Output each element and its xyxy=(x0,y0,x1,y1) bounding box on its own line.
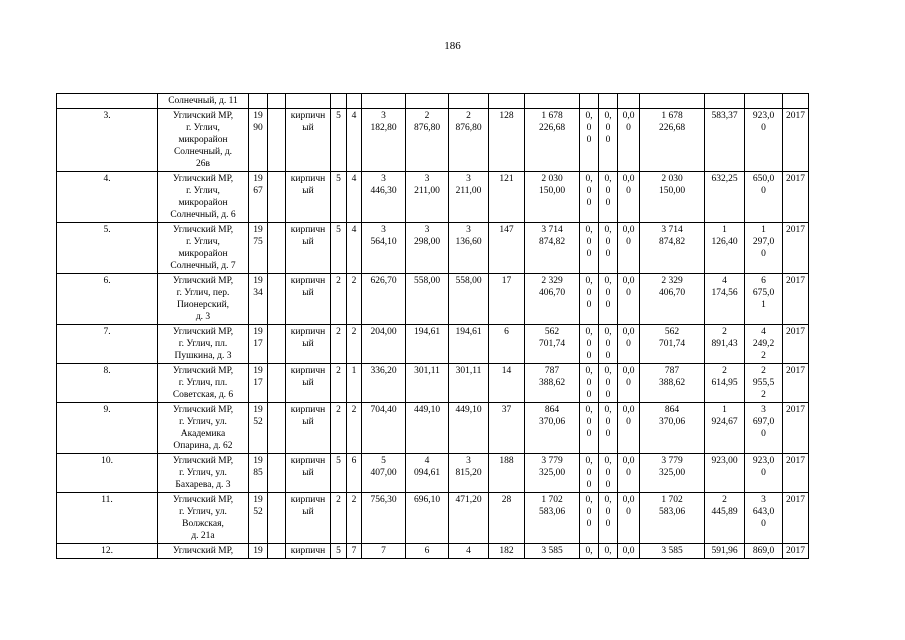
cell-year: 19 52 xyxy=(249,403,268,454)
cell-area-premises: 2 876,80 xyxy=(406,109,449,172)
cell-fund-local: 0,0 0 xyxy=(618,493,640,544)
cell-area-total: 756,30 xyxy=(362,493,406,544)
cell-year: 19 52 xyxy=(249,493,268,544)
cell-year: 19 90 xyxy=(249,109,268,172)
cell-empty xyxy=(745,94,783,109)
cell-area-residential: 471,20 xyxy=(449,493,489,544)
cell-num: 6. xyxy=(57,274,158,325)
cell-plan-year: 2017 xyxy=(783,109,809,172)
cell-max-cost: 1 297,0 0 xyxy=(745,223,783,274)
cell-fund-owners: 3 714 874,82 xyxy=(640,223,705,274)
cell-entrances: 4 xyxy=(347,172,362,223)
cell-specific-cost: 591,96 xyxy=(705,544,745,559)
cell-address: Угличский МР, xyxy=(158,544,249,559)
cell-empty xyxy=(268,172,286,223)
cell-empty xyxy=(362,94,406,109)
cell-area-premises: 6 xyxy=(406,544,449,559)
cell-fund-regional: 0, 0 0 xyxy=(599,454,618,493)
cell-floors: 2 xyxy=(331,493,347,544)
cell-max-cost: 923,0 0 xyxy=(745,109,783,172)
cell-material: кирпичн ый xyxy=(286,493,331,544)
cell-num: 11. xyxy=(57,493,158,544)
cell-fund-owners: 2 030 150,00 xyxy=(640,172,705,223)
cell-fund-regional: 0, 0 0 xyxy=(599,403,618,454)
cell-fund-regional: 0, 0 0 xyxy=(599,325,618,364)
cell-fund-federal: 0, 0 0 xyxy=(580,403,599,454)
cell-fund-owners: 562 701,74 xyxy=(640,325,705,364)
cell-num: 7. xyxy=(57,325,158,364)
cell-year: 19 17 xyxy=(249,364,268,403)
table-row xyxy=(57,454,809,493)
cell-fund-owners: 3 585 xyxy=(640,544,705,559)
table-row xyxy=(57,364,809,403)
cell-year: 19 xyxy=(249,544,268,559)
cell-fund-owners: 1 678 226,68 xyxy=(640,109,705,172)
cell-cost-total: 1 702 583,06 xyxy=(525,493,580,544)
cell-residents: 128 xyxy=(489,109,525,172)
cell-year: 19 34 xyxy=(249,274,268,325)
cell-material: кирпичн ый xyxy=(286,454,331,493)
page-number: 186 xyxy=(444,40,461,52)
cell-plan-year: 2017 xyxy=(783,454,809,493)
cell-fund-federal: 0, 0 0 xyxy=(580,274,599,325)
cell-material: кирпичн ый xyxy=(286,172,331,223)
cell-area-premises: 3 211,00 xyxy=(406,172,449,223)
cell-empty xyxy=(640,94,705,109)
cell-specific-cost: 632,25 xyxy=(705,172,745,223)
cell-empty xyxy=(331,94,347,109)
cell-material: кирпичн ый xyxy=(286,109,331,172)
cell-fund-regional: 0, 0 0 xyxy=(599,172,618,223)
cell-plan-year: 2017 xyxy=(783,172,809,223)
cell-entrances: 2 xyxy=(347,493,362,544)
cell-residents: 17 xyxy=(489,274,525,325)
cell-area-residential: 2 876,80 xyxy=(449,109,489,172)
cell-entrances: 2 xyxy=(347,403,362,454)
cell-entrances: 7 xyxy=(347,544,362,559)
cell-empty xyxy=(580,94,599,109)
cell-fund-owners: 787 388,62 xyxy=(640,364,705,403)
cell-cost-total: 1 678 226,68 xyxy=(525,109,580,172)
cell-num: 8. xyxy=(57,364,158,403)
cell-fund-regional: 0, 0 0 xyxy=(599,274,618,325)
cell-fund-local: 0,0 0 xyxy=(618,454,640,493)
cell-area-total: 3 182,80 xyxy=(362,109,406,172)
cell-empty xyxy=(268,493,286,544)
cell-empty xyxy=(286,94,331,109)
cell-material: кирпичн ый xyxy=(286,403,331,454)
cell-empty xyxy=(268,325,286,364)
cell-num: 3. xyxy=(57,109,158,172)
cell-plan-year: 2017 xyxy=(783,274,809,325)
cell-empty xyxy=(489,94,525,109)
cell-entrances: 1 xyxy=(347,364,362,403)
table-row-continuation xyxy=(57,94,809,109)
cell-fund-local: 0,0 0 xyxy=(618,109,640,172)
cell-floors: 2 xyxy=(331,274,347,325)
cell-fund-local: 0,0 0 xyxy=(618,274,640,325)
cell-fund-federal: 0, 0 0 xyxy=(580,325,599,364)
cell-specific-cost: 1 924,67 xyxy=(705,403,745,454)
cell-area-premises: 558,00 xyxy=(406,274,449,325)
cell-area-premises: 194,61 xyxy=(406,325,449,364)
cell-plan-year: 2017 xyxy=(783,544,809,559)
cell-fund-owners: 2 329 406,70 xyxy=(640,274,705,325)
cell-empty xyxy=(705,94,745,109)
cell-empty xyxy=(599,94,618,109)
cell-cost-total: 3 779 325,00 xyxy=(525,454,580,493)
cell-fund-local: 0,0 0 xyxy=(618,364,640,403)
cell-entrances: 2 xyxy=(347,274,362,325)
table-row xyxy=(57,544,809,559)
cell-fund-owners: 3 779 325,00 xyxy=(640,454,705,493)
cell-max-cost: 6 675,0 1 xyxy=(745,274,783,325)
cell-specific-cost: 923,00 xyxy=(705,454,745,493)
cell-specific-cost: 2 891,43 xyxy=(705,325,745,364)
cell-fund-owners: 864 370,06 xyxy=(640,403,705,454)
cell-empty xyxy=(525,94,580,109)
cell-fund-local: 0,0 0 xyxy=(618,325,640,364)
cell-fund-regional: 0, 0 0 xyxy=(599,223,618,274)
cell-area-total: 5 407,00 xyxy=(362,454,406,493)
cell-cost-total: 787 388,62 xyxy=(525,364,580,403)
cell-residents: 121 xyxy=(489,172,525,223)
cell-floors: 5 xyxy=(331,544,347,559)
cell-residents: 28 xyxy=(489,493,525,544)
cell-area-residential: 3 815,20 xyxy=(449,454,489,493)
cell-area-total: 336,20 xyxy=(362,364,406,403)
cell-area-residential: 301,11 xyxy=(449,364,489,403)
cell-num: 12. xyxy=(57,544,158,559)
cell-specific-cost: 4 174,56 xyxy=(705,274,745,325)
cell-fund-regional: 0, 0 0 xyxy=(599,109,618,172)
cell-address: Угличский МР, г. Углич, ул. Академика Опарина, д. 62 xyxy=(158,403,249,454)
cell-residents: 37 xyxy=(489,403,525,454)
cell-fund-regional: 0, 0 0 xyxy=(599,364,618,403)
cell-empty xyxy=(618,94,640,109)
cell-empty xyxy=(268,544,286,559)
cell-area-premises: 449,10 xyxy=(406,403,449,454)
cell-year: 19 75 xyxy=(249,223,268,274)
cell-num: 5. xyxy=(57,223,158,274)
cell-floors: 5 xyxy=(331,223,347,274)
cell-area-residential: 449,10 xyxy=(449,403,489,454)
cell-fund-federal: 0, xyxy=(580,544,599,559)
cell-area-residential: 3 136,60 xyxy=(449,223,489,274)
housing-table xyxy=(56,93,809,559)
cell-address: Угличский МР, г. Углич, ул. Бахарева, д. 3 xyxy=(158,454,249,493)
cell-area-total: 704,40 xyxy=(362,403,406,454)
table-row xyxy=(57,109,809,172)
cell-cost-total: 3 585 xyxy=(525,544,580,559)
cell-fund-local: 0,0 0 xyxy=(618,172,640,223)
table-row xyxy=(57,172,809,223)
cell-area-premises: 696,10 xyxy=(406,493,449,544)
table-row xyxy=(57,325,809,364)
cell-specific-cost: 1 126,40 xyxy=(705,223,745,274)
cell-material: кирпичн ый xyxy=(286,364,331,403)
cell-empty xyxy=(347,94,362,109)
cell-material: кирпичн ый xyxy=(286,325,331,364)
cell-max-cost: 923,0 0 xyxy=(745,454,783,493)
cell-floors: 5 xyxy=(331,172,347,223)
cell-num xyxy=(57,94,158,109)
cell-year: 19 17 xyxy=(249,325,268,364)
cell-area-total: 3 446,30 xyxy=(362,172,406,223)
cell-area-total: 204,00 xyxy=(362,325,406,364)
cell-max-cost: 4 249,2 2 xyxy=(745,325,783,364)
cell-fund-regional: 0, xyxy=(599,544,618,559)
cell-residents: 188 xyxy=(489,454,525,493)
cell-area-total: 7 xyxy=(362,544,406,559)
cell-entrances: 6 xyxy=(347,454,362,493)
cell-address: Угличский МР, г. Углич, ул. Волжская, д. 21а xyxy=(158,493,249,544)
cell-empty xyxy=(406,94,449,109)
cell-year: 19 67 xyxy=(249,172,268,223)
cell-cost-total: 2 329 406,70 xyxy=(525,274,580,325)
cell-entrances: 2 xyxy=(347,325,362,364)
cell-floors: 2 xyxy=(331,403,347,454)
cell-empty xyxy=(268,403,286,454)
cell-area-total: 626,70 xyxy=(362,274,406,325)
cell-num: 9. xyxy=(57,403,158,454)
cell-address: Угличский МР, г. Углич, микрорайон Солнечный, д. 7 xyxy=(158,223,249,274)
cell-cost-total: 562 701,74 xyxy=(525,325,580,364)
cell-num: 10. xyxy=(57,454,158,493)
cell-area-premises: 4 094,61 xyxy=(406,454,449,493)
cell-address: Угличский МР, г. Углич, микрорайон Солнечный, д. 26в xyxy=(158,109,249,172)
cell-max-cost: 3 643,0 0 xyxy=(745,493,783,544)
cell-material: кирпичн xyxy=(286,544,331,559)
cell-fund-federal: 0, 0 0 xyxy=(580,364,599,403)
cell-fund-local: 0,0 xyxy=(618,544,640,559)
cell-empty xyxy=(249,94,268,109)
cell-cost-total: 2 030 150,00 xyxy=(525,172,580,223)
cell-floors: 5 xyxy=(331,109,347,172)
cell-plan-year: 2017 xyxy=(783,493,809,544)
cell-fund-federal: 0, 0 0 xyxy=(580,454,599,493)
cell-empty xyxy=(268,223,286,274)
cell-empty xyxy=(268,274,286,325)
cell-address: Солнечный, д. 11 xyxy=(158,94,249,109)
cell-entrances: 4 xyxy=(347,109,362,172)
table-row xyxy=(57,493,809,544)
cell-area-residential: 194,61 xyxy=(449,325,489,364)
cell-empty xyxy=(268,364,286,403)
cell-floors: 5 xyxy=(331,454,347,493)
cell-year: 19 85 xyxy=(249,454,268,493)
cell-plan-year: 2017 xyxy=(783,364,809,403)
cell-empty xyxy=(268,454,286,493)
cell-fund-federal: 0, 0 0 xyxy=(580,109,599,172)
table-row xyxy=(57,274,809,325)
cell-fund-regional: 0, 0 0 xyxy=(599,493,618,544)
cell-residents: 6 xyxy=(489,325,525,364)
cell-residents: 14 xyxy=(489,364,525,403)
cell-area-premises: 301,11 xyxy=(406,364,449,403)
cell-max-cost: 650,0 0 xyxy=(745,172,783,223)
cell-area-premises: 3 298,00 xyxy=(406,223,449,274)
cell-entrances: 4 xyxy=(347,223,362,274)
cell-material: кирпичн ый xyxy=(286,274,331,325)
table-row xyxy=(57,403,809,454)
cell-residents: 182 xyxy=(489,544,525,559)
cell-address: Угличский МР, г. Углич, пер. Пионерский, д. 3 xyxy=(158,274,249,325)
cell-cost-total: 864 370,06 xyxy=(525,403,580,454)
cell-max-cost: 869,0 xyxy=(745,544,783,559)
cell-floors: 2 xyxy=(331,364,347,403)
cell-address: Угличский МР, г. Углич, пл. Советская, д. 6 xyxy=(158,364,249,403)
cell-material: кирпичн ый xyxy=(286,223,331,274)
cell-empty xyxy=(268,109,286,172)
cell-area-total: 3 564,10 xyxy=(362,223,406,274)
cell-floors: 2 xyxy=(331,325,347,364)
cell-fund-federal: 0, 0 0 xyxy=(580,493,599,544)
cell-plan-year: 2017 xyxy=(783,403,809,454)
cell-empty xyxy=(783,94,809,109)
cell-specific-cost: 2 614,95 xyxy=(705,364,745,403)
cell-fund-local: 0,0 0 xyxy=(618,403,640,454)
cell-address: Угличский МР, г. Углич, микрорайон Солнечный, д. 6 xyxy=(158,172,249,223)
cell-specific-cost: 583,37 xyxy=(705,109,745,172)
cell-fund-federal: 0, 0 0 xyxy=(580,223,599,274)
cell-area-residential: 3 211,00 xyxy=(449,172,489,223)
cell-max-cost: 3 697,0 0 xyxy=(745,403,783,454)
cell-address: Угличский МР, г. Углич, пл. Пушкина, д. 3 xyxy=(158,325,249,364)
cell-plan-year: 2017 xyxy=(783,223,809,274)
cell-plan-year: 2017 xyxy=(783,325,809,364)
cell-fund-owners: 1 702 583,06 xyxy=(640,493,705,544)
cell-specific-cost: 2 445,89 xyxy=(705,493,745,544)
cell-num: 4. xyxy=(57,172,158,223)
cell-empty xyxy=(268,94,286,109)
cell-area-residential: 4 xyxy=(449,544,489,559)
cell-fund-federal: 0, 0 0 xyxy=(580,172,599,223)
cell-fund-local: 0,0 0 xyxy=(618,223,640,274)
table-row xyxy=(57,223,809,274)
cell-empty xyxy=(449,94,489,109)
cell-residents: 147 xyxy=(489,223,525,274)
cell-cost-total: 3 714 874,82 xyxy=(525,223,580,274)
cell-area-residential: 558,00 xyxy=(449,274,489,325)
cell-max-cost: 2 955,5 2 xyxy=(745,364,783,403)
